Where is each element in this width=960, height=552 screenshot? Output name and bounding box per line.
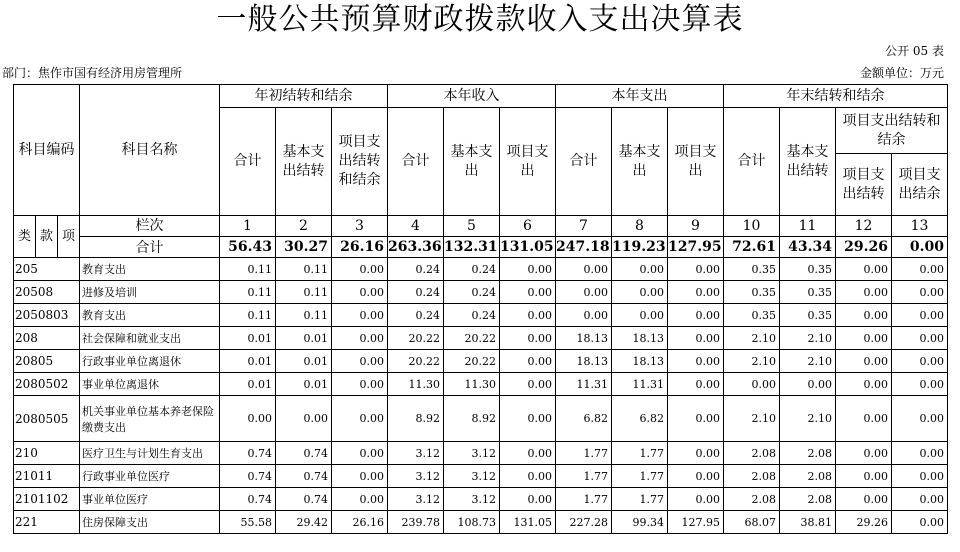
subject-code-cell: 221 [14,511,80,534]
amount-cell: 8.92 [388,396,444,442]
amount-cell: 0.24 [444,281,500,304]
amount-cell: 0.00 [668,258,724,281]
amount-cell: 0.00 [836,258,892,281]
subject-code-cell: 20805 [14,350,80,373]
amount-cell: 0.24 [444,258,500,281]
column-number: 6 [500,216,556,237]
col-header-basic-exp: 基本支出 [444,108,500,216]
total-cell: 119.23 [612,237,668,258]
subject-name-cell: 住房保障支出 [80,511,220,534]
amount-cell: 0.00 [332,327,388,350]
column-number: 9 [668,216,724,237]
total-cell: 43.34 [780,237,836,258]
amount-cell: 0.01 [276,327,332,350]
total-cell: 247.18 [556,237,612,258]
amount-cell: 3.12 [388,488,444,511]
amount-cell: 0.00 [892,304,948,327]
subject-code-cell: 2101102 [14,488,80,511]
column-number: 8 [612,216,668,237]
group-header-expense: 本年支出 [556,85,724,108]
amount-cell: 2.08 [780,465,836,488]
amount-cell: 0.35 [780,304,836,327]
amount-cell: 0.24 [388,304,444,327]
amount-cell: 0.00 [556,258,612,281]
amount-cell: 3.12 [444,488,500,511]
amount-cell: 0.00 [500,258,556,281]
amount-cell: 6.82 [556,396,612,442]
department-label: 部门：焦作市国有经济用房管理所 [2,66,183,80]
amount-cell: 0.00 [668,396,724,442]
table-body [14,258,948,534]
col-header-project-carry-group: 项目支出结转和结余 [836,108,948,154]
amount-cell: 68.07 [724,511,780,534]
amount-cell: 3.12 [388,442,444,465]
amount-cell: 2.10 [724,327,780,350]
amount-cell: 0.11 [276,281,332,304]
amount-cell: 0.01 [276,350,332,373]
amount-cell: 0.11 [276,304,332,327]
amount-cell: 0.00 [668,281,724,304]
amount-cell: 18.13 [556,327,612,350]
amount-cell: 0.74 [276,488,332,511]
amount-cell: 0.00 [276,396,332,442]
final-accounts-table [13,84,948,534]
amount-cell: 0.01 [220,327,276,350]
amount-cell: 0.00 [612,258,668,281]
col-header-basic-carry: 基本支出结转 [276,108,332,216]
amount-cell: 2.10 [780,350,836,373]
amount-cell: 1.77 [612,488,668,511]
amount-cell: 239.78 [388,511,444,534]
amount-cell: 0.74 [220,488,276,511]
amount-cell: 0.00 [668,327,724,350]
amount-cell: 0.00 [836,327,892,350]
column-number: 11 [780,216,836,237]
amount-cell: 0.11 [220,304,276,327]
amount-cell: 0.00 [220,396,276,442]
subject-name-cell: 机关事业单位基本养老保险缴费支出 [80,396,220,442]
subject-name-cell: 医疗卫生与计划生育支出 [80,442,220,465]
subject-code-cell: 2080502 [14,373,80,396]
amount-cell: 0.00 [500,465,556,488]
amount-unit-label: 金额单位：万元 [859,66,944,80]
subject-code-cell: 21011 [14,465,80,488]
amount-cell: 0.00 [836,304,892,327]
table-row [14,350,948,373]
amount-cell: 1.77 [556,488,612,511]
amount-cell: 0.00 [892,396,948,442]
amount-cell: 1.77 [612,442,668,465]
col-header-project-carry-balance: 项目支出结转和结余 [332,108,388,216]
amount-cell: 0.00 [612,304,668,327]
amount-cell: 0.00 [500,350,556,373]
page-title: 一般公共预算财政拨款收入支出决算表 [216,2,744,37]
subject-code-header: 科目编码 [14,85,80,216]
amount-cell: 0.00 [892,373,948,396]
amount-cell: 0.11 [276,258,332,281]
amount-cell: 2.08 [780,488,836,511]
amount-cell: 0.35 [724,258,780,281]
subject-name-cell: 教育支出 [80,258,220,281]
amount-cell: 0.00 [668,488,724,511]
total-cell: 127.95 [668,237,724,258]
subject-name-cell: 事业单位医疗 [80,488,220,511]
subject-name-cell: 社会保障和就业支出 [80,327,220,350]
amount-cell: 2.08 [724,442,780,465]
column-index-label: 栏次 [80,216,220,237]
amount-cell: 0.00 [724,373,780,396]
amount-cell: 0.00 [332,488,388,511]
total-cell: 0.00 [892,237,948,258]
amount-cell: 20.22 [444,327,500,350]
amount-cell: 0.00 [892,350,948,373]
column-number: 10 [724,216,780,237]
amount-cell: 8.92 [444,396,500,442]
group-header-income: 本年收入 [388,85,556,108]
column-number: 5 [444,216,500,237]
amount-cell: 131.05 [500,511,556,534]
amount-cell: 227.28 [556,511,612,534]
lei-header: 类 [14,216,36,258]
subject-code-cell: 20508 [14,281,80,304]
amount-cell: 3.12 [444,442,500,465]
amount-cell: 0.00 [332,465,388,488]
amount-cell: 11.31 [612,373,668,396]
amount-cell: 0.00 [500,373,556,396]
amount-cell: 1.77 [612,465,668,488]
table-row [14,258,948,281]
col-header-total: 合计 [220,108,276,216]
amount-cell: 6.82 [612,396,668,442]
amount-cell: 0.00 [500,442,556,465]
column-number: 7 [556,216,612,237]
amount-cell: 20.22 [388,350,444,373]
amount-cell: 18.13 [612,327,668,350]
column-number: 1 [220,216,276,237]
amount-cell: 11.30 [388,373,444,396]
amount-cell: 0.00 [892,511,948,534]
amount-cell: 38.81 [780,511,836,534]
amount-cell: 1.77 [556,465,612,488]
subject-name-cell: 事业单位离退休 [80,373,220,396]
amount-cell: 0.00 [836,442,892,465]
amount-cell: 20.22 [444,350,500,373]
total-cell: 263.36 [388,237,444,258]
col-header-total: 合计 [724,108,780,216]
table-row [14,304,948,327]
subject-name-cell: 教育支出 [80,304,220,327]
amount-cell: 18.13 [556,350,612,373]
table-row [14,327,948,350]
col-header-project-exp: 项目支出 [668,108,724,216]
column-number: 3 [332,216,388,237]
group-header-begin: 年初结转和结余 [220,85,388,108]
amount-cell: 29.42 [276,511,332,534]
amount-cell: 55.58 [220,511,276,534]
subject-code-cell: 2080505 [14,396,80,442]
table-row [14,465,948,488]
amount-cell: 108.73 [444,511,500,534]
form-number: 公开 05 表 [885,44,944,58]
col-header-project-exp: 项目支出 [500,108,556,216]
subject-name-cell: 进修及培训 [80,281,220,304]
table-row [14,488,948,511]
total-cell: 132.31 [444,237,500,258]
subject-code-cell: 2050803 [14,304,80,327]
subject-name-cell: 行政事业单位医疗 [80,465,220,488]
amount-cell: 0.00 [556,281,612,304]
amount-cell: 0.00 [556,304,612,327]
column-number: 2 [276,216,332,237]
subject-name-cell: 行政事业单位离退休 [80,350,220,373]
amount-cell: 0.35 [724,281,780,304]
xiang-header: 项 [58,216,80,258]
amount-cell: 99.34 [612,511,668,534]
amount-cell: 0.00 [668,442,724,465]
amount-cell: 0.00 [500,281,556,304]
amount-cell: 3.12 [388,465,444,488]
kuan-header: 款 [36,216,58,258]
amount-cell: 26.16 [332,511,388,534]
amount-cell: 2.10 [780,327,836,350]
amount-cell: 2.10 [724,396,780,442]
amount-cell: 0.00 [500,488,556,511]
column-number: 13 [892,216,948,237]
amount-cell: 0.74 [220,465,276,488]
total-cell: 131.05 [500,237,556,258]
col-header-basic-carry: 基本支出结转 [780,108,836,216]
subject-code-cell: 210 [14,442,80,465]
amount-cell: 0.00 [500,396,556,442]
amount-cell: 0.00 [500,327,556,350]
amount-cell: 29.26 [836,511,892,534]
table-row [14,442,948,465]
amount-cell: 0.00 [836,396,892,442]
amount-cell: 0.00 [836,488,892,511]
amount-cell: 0.00 [668,350,724,373]
amount-cell: 0.00 [836,281,892,304]
amount-cell: 0.00 [668,304,724,327]
amount-cell: 0.00 [332,258,388,281]
amount-cell: 0.00 [668,373,724,396]
amount-cell: 0.01 [220,373,276,396]
table-row [14,511,948,534]
amount-cell: 20.22 [388,327,444,350]
total-cell: 29.26 [836,237,892,258]
amount-cell: 0.00 [836,350,892,373]
col-header-project-carry: 项目支出结转 [836,154,892,216]
amount-cell: 0.35 [780,258,836,281]
amount-cell: 0.00 [780,373,836,396]
amount-cell: 0.24 [388,281,444,304]
amount-cell: 1.77 [556,442,612,465]
amount-cell: 0.74 [276,465,332,488]
subject-code-cell: 208 [14,327,80,350]
amount-cell: 3.12 [444,465,500,488]
amount-cell: 0.01 [220,350,276,373]
amount-cell: 11.31 [556,373,612,396]
amount-cell: 2.08 [780,442,836,465]
amount-cell: 0.00 [668,465,724,488]
amount-cell: 0.00 [836,373,892,396]
column-number: 4 [388,216,444,237]
amount-cell: 0.00 [332,350,388,373]
amount-cell: 0.35 [780,281,836,304]
amount-cell: 0.00 [332,304,388,327]
group-header-end: 年末结转和结余 [724,85,948,108]
total-row [14,237,948,258]
total-cell: 26.16 [332,237,388,258]
col-header-total: 合计 [388,108,444,216]
amount-cell: 0.35 [724,304,780,327]
amount-cell: 0.00 [332,281,388,304]
amount-cell: 0.11 [220,258,276,281]
amount-cell: 0.74 [220,442,276,465]
amount-cell: 0.00 [332,396,388,442]
col-header-total: 合计 [556,108,612,216]
amount-cell: 2.08 [724,465,780,488]
amount-cell: 11.30 [444,373,500,396]
amount-cell: 0.00 [332,442,388,465]
amount-cell: 0.24 [444,304,500,327]
subject-code-cell: 205 [14,258,80,281]
amount-cell: 2.08 [724,488,780,511]
amount-cell: 2.10 [780,396,836,442]
amount-cell: 2.10 [724,350,780,373]
total-cell: 72.61 [724,237,780,258]
amount-cell: 0.01 [276,373,332,396]
amount-cell: 0.00 [500,304,556,327]
subject-name-header: 科目名称 [80,85,220,216]
amount-cell: 0.00 [892,327,948,350]
table-row [14,281,948,304]
col-header-project-balance: 项目支出结余 [892,154,948,216]
total-label: 合计 [80,237,220,258]
amount-cell: 0.24 [388,258,444,281]
amount-cell: 0.00 [836,465,892,488]
table-row [14,373,948,396]
total-cell: 30.27 [276,237,332,258]
amount-cell: 0.00 [892,465,948,488]
amount-cell: 0.00 [892,258,948,281]
col-header-basic-exp: 基本支出 [612,108,668,216]
amount-cell: 0.00 [332,373,388,396]
amount-cell: 0.00 [892,281,948,304]
amount-cell: 0.00 [892,442,948,465]
total-cell: 56.43 [220,237,276,258]
amount-cell: 18.13 [612,350,668,373]
amount-cell: 0.74 [276,442,332,465]
table-row [14,396,948,442]
amount-cell: 0.11 [220,281,276,304]
column-number: 12 [836,216,892,237]
amount-cell: 0.00 [892,488,948,511]
amount-cell: 127.95 [668,511,724,534]
amount-cell: 0.00 [612,281,668,304]
